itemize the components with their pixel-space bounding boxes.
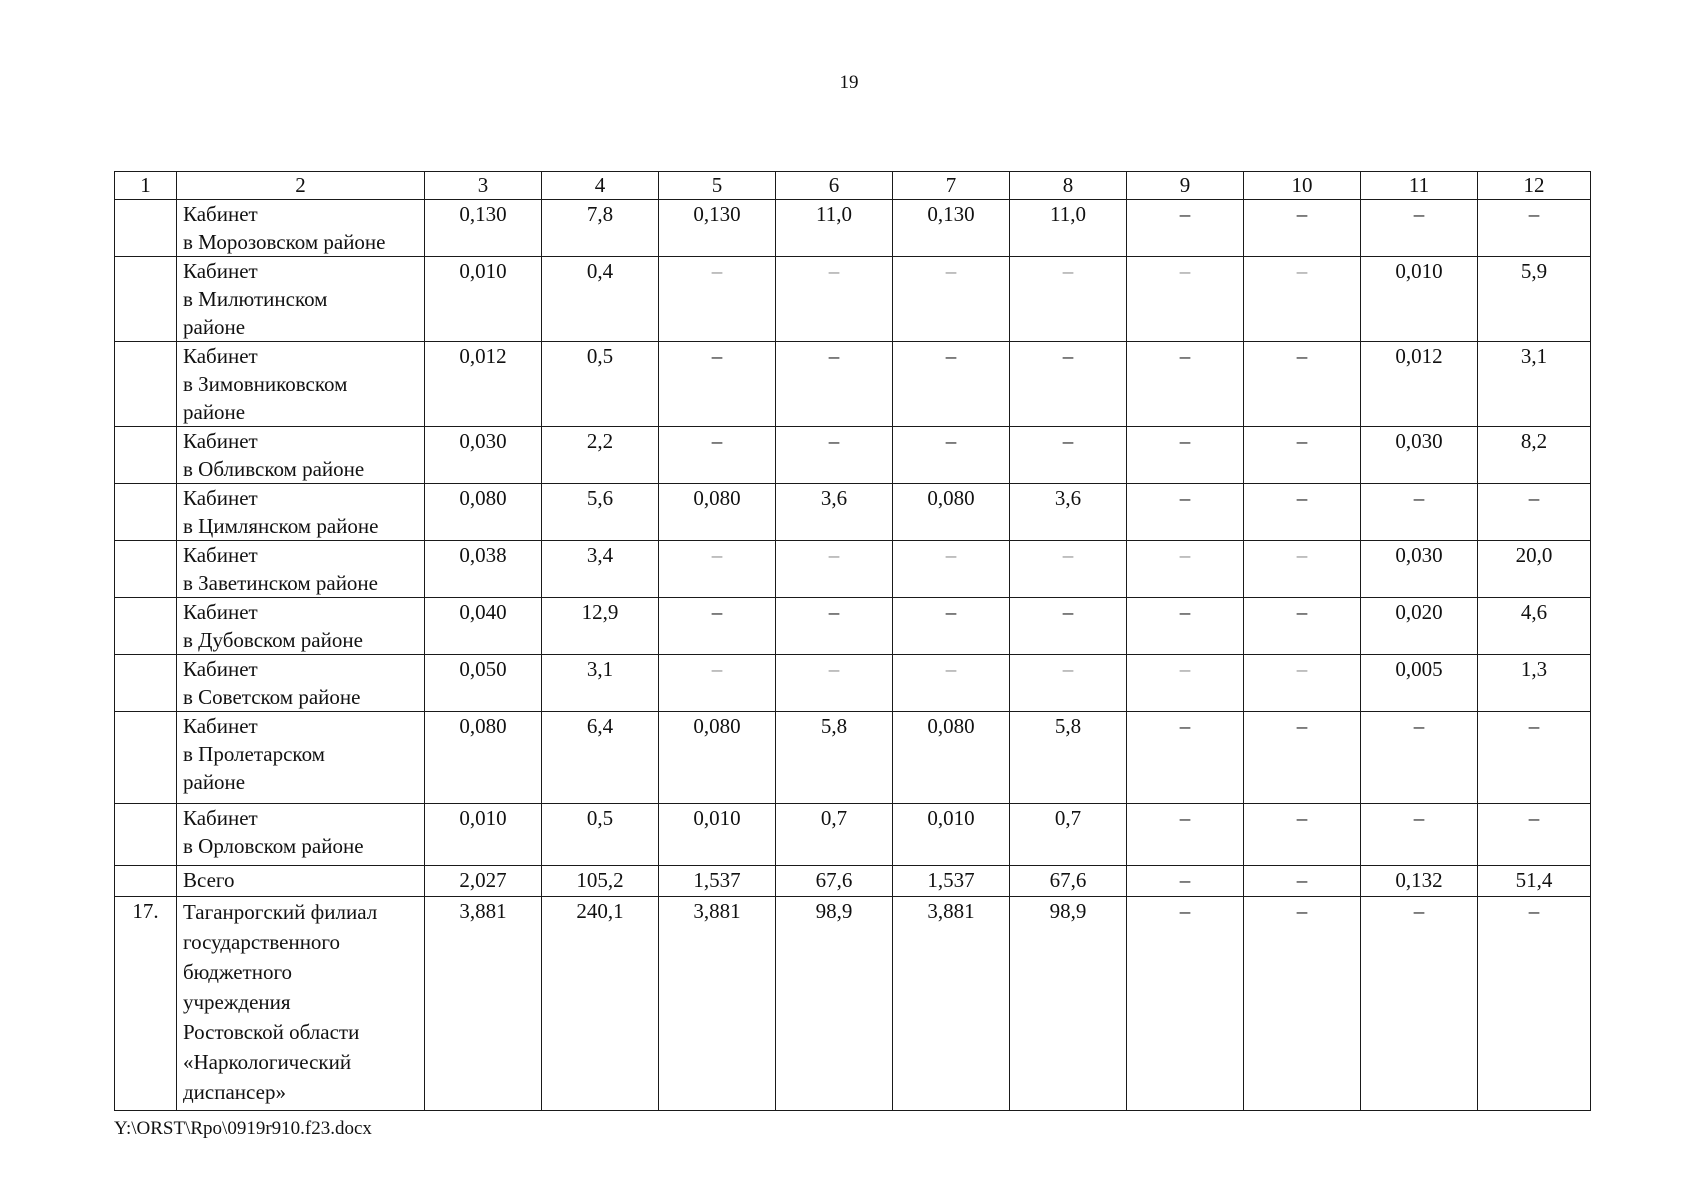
value-cell: 0,080 <box>659 712 776 804</box>
value-cell: 0,010 <box>659 804 776 866</box>
table-row <box>115 897 1591 1111</box>
value-cell: 0,040 <box>425 598 542 655</box>
value-cell: – <box>1127 200 1244 257</box>
row-name-cell: Всего <box>177 866 425 897</box>
value-cell: – <box>776 598 893 655</box>
table-row <box>115 427 1591 484</box>
value-cell: 4,6 <box>1478 598 1591 655</box>
table-row <box>115 712 1591 804</box>
value-cell: – <box>659 257 776 342</box>
row-name-cell: Кабинет в Пролетарском районе <box>177 712 425 804</box>
value-cell: – <box>776 541 893 598</box>
row-name-cell: Кабинет в Советском районе <box>177 655 425 712</box>
value-cell: – <box>1244 427 1361 484</box>
value-cell: – <box>659 598 776 655</box>
value-cell: 67,6 <box>776 866 893 897</box>
value-cell: – <box>776 655 893 712</box>
column-header: 3 <box>425 172 542 200</box>
value-cell: 20,0 <box>1478 541 1591 598</box>
value-cell: – <box>1361 200 1478 257</box>
table-row <box>115 342 1591 427</box>
value-cell: 3,1 <box>542 655 659 712</box>
value-cell: 7,8 <box>542 200 659 257</box>
value-cell: – <box>776 257 893 342</box>
value-cell: – <box>1478 804 1591 866</box>
value-cell: 11,0 <box>776 200 893 257</box>
column-header: 8 <box>1010 172 1127 200</box>
value-cell: 3,6 <box>776 484 893 541</box>
value-cell: 0,030 <box>1361 541 1478 598</box>
value-cell: 0,010 <box>425 257 542 342</box>
value-cell: – <box>1010 655 1127 712</box>
value-cell: – <box>659 541 776 598</box>
value-cell: 3,6 <box>1010 484 1127 541</box>
value-cell: 3,881 <box>425 897 542 1111</box>
value-cell: – <box>659 655 776 712</box>
value-cell: 0,038 <box>425 541 542 598</box>
value-cell: – <box>659 342 776 427</box>
value-cell: – <box>1010 541 1127 598</box>
value-cell: 5,6 <box>542 484 659 541</box>
row-index-cell <box>115 484 177 541</box>
value-cell: – <box>1244 897 1361 1111</box>
column-header: 10 <box>1244 172 1361 200</box>
value-cell: 0,4 <box>542 257 659 342</box>
column-header: 4 <box>542 172 659 200</box>
value-cell: 3,1 <box>1478 342 1591 427</box>
column-header: 1 <box>115 172 177 200</box>
value-cell: 0,010 <box>1361 257 1478 342</box>
value-cell: – <box>1361 484 1478 541</box>
column-header: 9 <box>1127 172 1244 200</box>
value-cell: – <box>893 257 1010 342</box>
value-cell: 0,010 <box>893 804 1010 866</box>
table-row <box>115 257 1591 342</box>
page-number: 19 <box>839 72 859 93</box>
value-cell: – <box>1361 804 1478 866</box>
value-cell: – <box>1244 200 1361 257</box>
row-index-cell <box>115 866 177 897</box>
value-cell: 11,0 <box>1010 200 1127 257</box>
value-cell: 0,020 <box>1361 598 1478 655</box>
value-cell: – <box>1010 342 1127 427</box>
value-cell: – <box>1478 200 1591 257</box>
value-cell: – <box>1127 897 1244 1111</box>
value-cell: 5,9 <box>1478 257 1591 342</box>
value-cell: – <box>1010 427 1127 484</box>
value-cell: 0,130 <box>659 200 776 257</box>
value-cell: – <box>1361 712 1478 804</box>
value-cell: 0,012 <box>1361 342 1478 427</box>
value-cell: 3,4 <box>542 541 659 598</box>
table-row <box>115 804 1591 866</box>
value-cell: 3,881 <box>659 897 776 1111</box>
value-cell: – <box>1244 598 1361 655</box>
value-cell: 240,1 <box>542 897 659 1111</box>
row-index-cell <box>115 200 177 257</box>
row-index-cell <box>115 257 177 342</box>
value-cell: 0,030 <box>1361 427 1478 484</box>
value-cell: – <box>893 541 1010 598</box>
value-cell: – <box>1244 655 1361 712</box>
value-cell: – <box>1361 897 1478 1111</box>
value-cell: – <box>1244 866 1361 897</box>
value-cell: – <box>893 342 1010 427</box>
value-cell: – <box>1127 655 1244 712</box>
value-cell: – <box>1127 484 1244 541</box>
value-cell: – <box>776 427 893 484</box>
value-cell: 0,012 <box>425 342 542 427</box>
row-index-cell: 17. <box>115 897 177 1111</box>
value-cell: – <box>1127 257 1244 342</box>
value-cell: – <box>1244 712 1361 804</box>
value-cell: – <box>1010 598 1127 655</box>
value-cell: – <box>1478 897 1591 1111</box>
data-table <box>114 171 1591 1111</box>
value-cell: – <box>893 427 1010 484</box>
row-name-cell: Кабинет в Заветинском районе <box>177 541 425 598</box>
value-cell: – <box>1244 804 1361 866</box>
value-cell: 0,080 <box>893 484 1010 541</box>
column-header: 5 <box>659 172 776 200</box>
row-index-cell <box>115 427 177 484</box>
row-index-cell <box>115 541 177 598</box>
value-cell: 98,9 <box>1010 897 1127 1111</box>
value-cell: 0,010 <box>425 804 542 866</box>
value-cell: – <box>1127 804 1244 866</box>
value-cell: 0,130 <box>893 200 1010 257</box>
row-name-cell: Таганрогский филиал государственного бюджетного учреждения Ростовской области «Наркологический диспансер» <box>177 897 425 1111</box>
value-cell: – <box>1127 541 1244 598</box>
value-cell: 0,7 <box>776 804 893 866</box>
table-row <box>115 866 1591 897</box>
column-header: 2 <box>177 172 425 200</box>
value-cell: 5,8 <box>1010 712 1127 804</box>
table-row <box>115 541 1591 598</box>
row-index-cell <box>115 712 177 804</box>
value-cell: 0,080 <box>425 712 542 804</box>
value-cell: 105,2 <box>542 866 659 897</box>
value-cell: – <box>1127 712 1244 804</box>
row-name-cell: Кабинет в Милютинском районе <box>177 257 425 342</box>
table-row <box>115 484 1591 541</box>
value-cell: – <box>893 598 1010 655</box>
value-cell: 0,005 <box>1361 655 1478 712</box>
table-row <box>115 598 1591 655</box>
value-cell: – <box>1127 598 1244 655</box>
value-cell: 1,537 <box>659 866 776 897</box>
value-cell: 51,4 <box>1478 866 1591 897</box>
value-cell: – <box>1127 427 1244 484</box>
footer-file-path: Y:\ORST\Rpo\0919r910.f23.docx <box>114 1118 372 1139</box>
value-cell: 0,132 <box>1361 866 1478 897</box>
value-cell: – <box>1244 342 1361 427</box>
column-header: 6 <box>776 172 893 200</box>
value-cell: 0,5 <box>542 342 659 427</box>
value-cell: – <box>1127 342 1244 427</box>
value-cell: 0,080 <box>425 484 542 541</box>
value-cell: 0,7 <box>1010 804 1127 866</box>
row-name-cell: Кабинет в Зимовниковском районе <box>177 342 425 427</box>
row-index-cell <box>115 804 177 866</box>
row-name-cell: Кабинет в Цимлянском районе <box>177 484 425 541</box>
value-cell: 0,030 <box>425 427 542 484</box>
row-name-cell: Кабинет в Орловском районе <box>177 804 425 866</box>
value-cell: – <box>776 342 893 427</box>
row-name-cell: Кабинет в Дубовском районе <box>177 598 425 655</box>
value-cell: – <box>1127 866 1244 897</box>
value-cell: – <box>1010 257 1127 342</box>
value-cell: – <box>659 427 776 484</box>
value-cell: 2,027 <box>425 866 542 897</box>
row-name-cell: Кабинет в Обливском районе <box>177 427 425 484</box>
value-cell: 12,9 <box>542 598 659 655</box>
value-cell: – <box>1244 541 1361 598</box>
value-cell: 3,881 <box>893 897 1010 1111</box>
value-cell: 8,2 <box>1478 427 1591 484</box>
value-cell: 0,130 <box>425 200 542 257</box>
value-cell: – <box>1478 484 1591 541</box>
row-name-cell: Кабинет в Морозовском районе <box>177 200 425 257</box>
column-header: 11 <box>1361 172 1478 200</box>
value-cell: – <box>1478 712 1591 804</box>
column-header-row <box>115 172 1591 200</box>
value-cell: – <box>893 655 1010 712</box>
value-cell: 0,080 <box>659 484 776 541</box>
value-cell: 67,6 <box>1010 866 1127 897</box>
value-cell: – <box>1244 257 1361 342</box>
column-header: 7 <box>893 172 1010 200</box>
value-cell: 6,4 <box>542 712 659 804</box>
value-cell: 1,3 <box>1478 655 1591 712</box>
value-cell: 98,9 <box>776 897 893 1111</box>
value-cell: 0,080 <box>893 712 1010 804</box>
value-cell: 0,5 <box>542 804 659 866</box>
row-index-cell <box>115 598 177 655</box>
value-cell: 2,2 <box>542 427 659 484</box>
value-cell: – <box>1244 484 1361 541</box>
value-cell: 1,537 <box>893 866 1010 897</box>
table-body <box>115 172 1591 1111</box>
value-cell: 5,8 <box>776 712 893 804</box>
column-header: 12 <box>1478 172 1591 200</box>
row-index-cell <box>115 655 177 712</box>
value-cell: 0,050 <box>425 655 542 712</box>
table-row <box>115 200 1591 257</box>
row-index-cell <box>115 342 177 427</box>
table-row <box>115 655 1591 712</box>
